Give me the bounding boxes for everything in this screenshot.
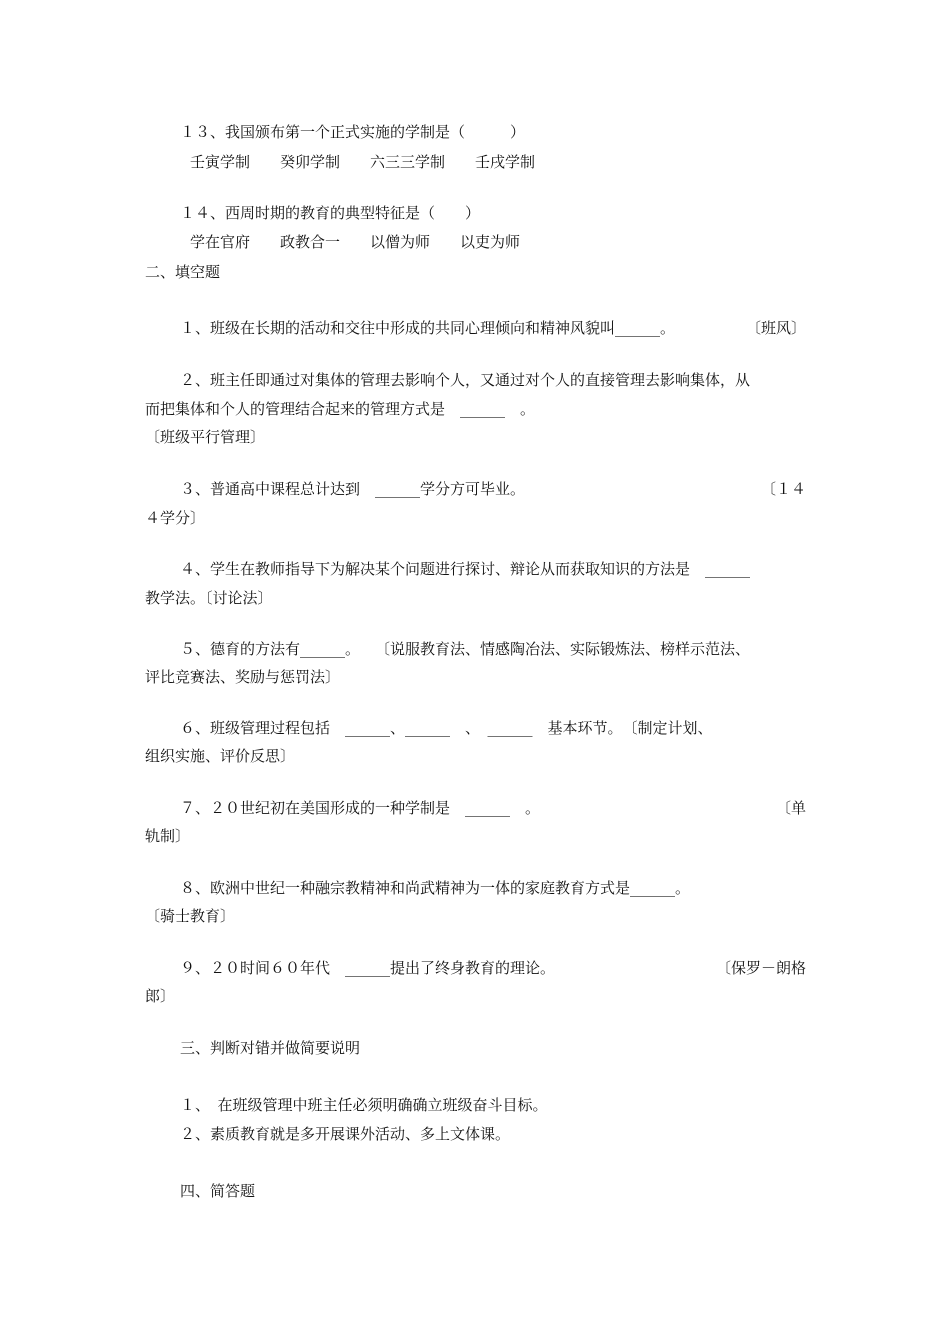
section-4-title: 四、简答题 xyxy=(180,1182,256,1200)
fill-answer-9b: 郎〕 xyxy=(145,987,176,1005)
section-2-title: 二、填空题 xyxy=(145,263,221,281)
fill-answer-3a: 〔１４ xyxy=(760,480,806,498)
fill-answer-7b: 轨制〕 xyxy=(145,827,191,845)
fill-question-7: ７、２０世纪初在美国形成的一种学制是 ______ 。 xyxy=(180,799,541,817)
fill-question-9: ９、２０时间６０年代 ______提出了终身教育的理论。 xyxy=(180,959,556,977)
fill-question-1: １、班级在长期的活动和交往中形成的共同心理倾向和精神风貌叫______。 xyxy=(180,319,676,337)
option: 政教合一 xyxy=(280,233,341,251)
fill-answer-3b: ４学分〕 xyxy=(145,509,206,527)
fill-question-5-line2: 评比竞赛法、奖励与惩罚法〕 xyxy=(145,668,341,686)
fill-question-2-line2: 而把集体和个人的管理结合起来的管理方式是 ______ 。 xyxy=(145,400,536,418)
fill-question-2-line1: ２、班主任即通过对集体的管理去影响个人，又通过对个人的直接管理去影响集体，从 xyxy=(180,371,751,389)
fill-answer-8: 〔骑士教育〕 xyxy=(145,907,236,925)
question-14-options xyxy=(190,232,550,252)
question-13-options xyxy=(190,152,565,172)
judge-item-1: １、 在班级管理中班主任必须明确确立班级奋斗目标。 xyxy=(180,1096,548,1114)
fill-question-4-line2: 教学法。〔讨论法〕 xyxy=(145,589,273,607)
fill-answer-1: 〔班风〕 xyxy=(745,319,806,337)
fill-answer-7a: 〔单 xyxy=(775,799,806,817)
option: 以僧为师 xyxy=(370,233,431,251)
fill-question-4: ４、学生在教师指导下为解决某个问题进行探讨、辩论从而获取知识的方法是 ______ xyxy=(180,560,751,578)
fill-answer-2: 〔班级平行管理〕 xyxy=(145,428,266,446)
fill-question-6-line2: 组织实施、评价反思〕 xyxy=(145,747,296,765)
option: 学在官府 xyxy=(190,233,251,251)
option: 以吏为师 xyxy=(460,233,521,251)
fill-question-6: ６、班级管理过程包括 ______、______ 、 ______ 基本环节。 〔制定计划、 xyxy=(180,719,713,737)
option: 六三三学制 xyxy=(370,153,446,171)
question-14: １４、西周时期的教育的典型特征是（ ） xyxy=(180,204,481,222)
option: 壬戌学制 xyxy=(475,153,536,171)
judge-item-2: ２、素质教育就是多开展课外活动、多上文体课。 xyxy=(180,1125,511,1143)
fill-answer-9a: 〔保罗－朗格 xyxy=(715,959,806,977)
question-13: １３、我国颁布第一个正式实施的学制是（ ） xyxy=(180,123,526,141)
fill-question-3: ３、普通高中课程总计达到 ______学分方可毕业。 xyxy=(180,480,526,498)
fill-question-8: ８、欧洲中世纪一种融宗教精神和尚武精神为一体的家庭教育方式是______。 xyxy=(180,879,691,897)
option: 癸卯学制 xyxy=(280,153,341,171)
fill-question-5: ５、德育的方法有______。 〔说服教育法、情感陶冶法、实际锻炼法、榜样示范法、 xyxy=(180,640,751,658)
option: 壬寅学制 xyxy=(190,153,251,171)
section-3-title: 三、判断对错并做简要说明 xyxy=(180,1039,361,1057)
